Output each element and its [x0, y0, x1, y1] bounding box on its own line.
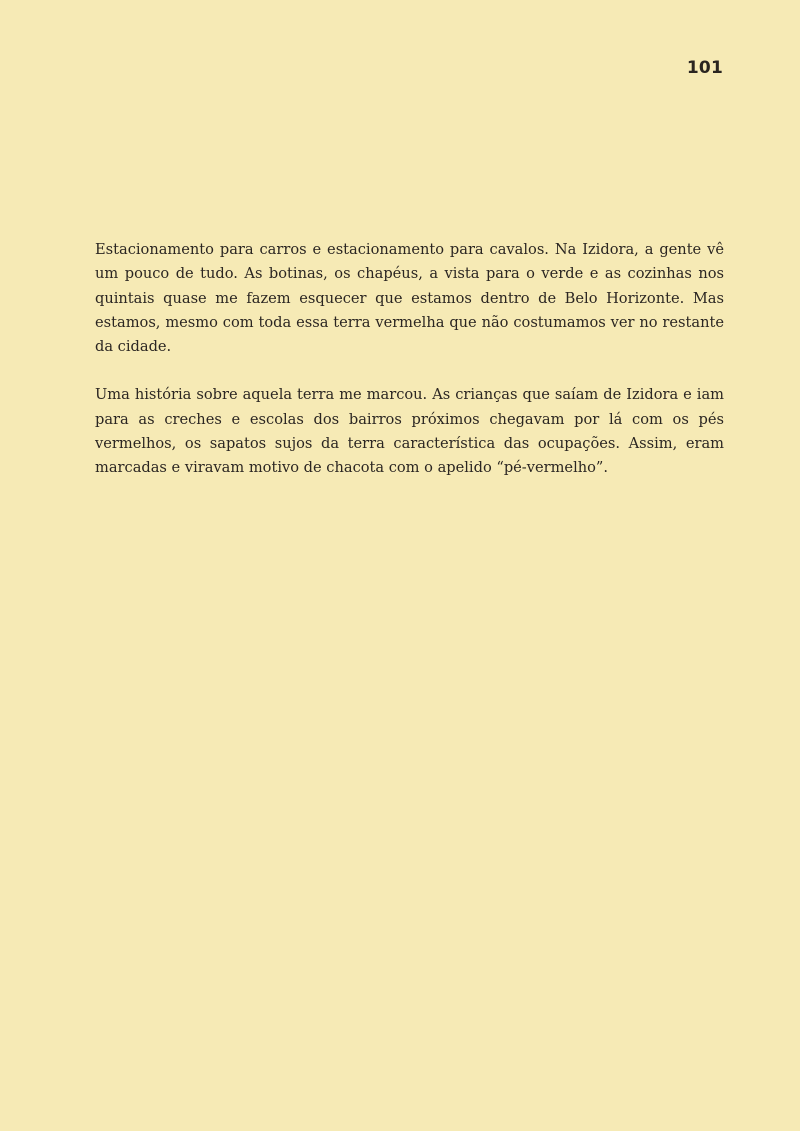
body-text: [95, 238, 724, 505]
paragraph-1: Estacionamento para carros e estacionamento para cavalos. Na Izidora, a gente vê um pouco de tudo. As botinas, os chapéus, a vista para o verde e as cozinhas nos quintais quase me fazem esquecer que estamos dentro de Belo Horizonte. Mas estamos, mesmo com toda essa terra vermelha que não costumamos ver no restante da cidade.: [95, 241, 724, 356]
page-number: 101: [686, 58, 723, 78]
paragraph-2: Uma história sobre aquela terra me marcou. As crianças que saíam de Izidora e iam para as creches e escolas dos bairros próximos chegavam por lá com os pés vermelhos, os sapatos sujos da terra característica das ocupações. Assim, eram marcadas e viravam motivo de chacota com o apelido “pé-vermelho”.: [95, 386, 724, 477]
